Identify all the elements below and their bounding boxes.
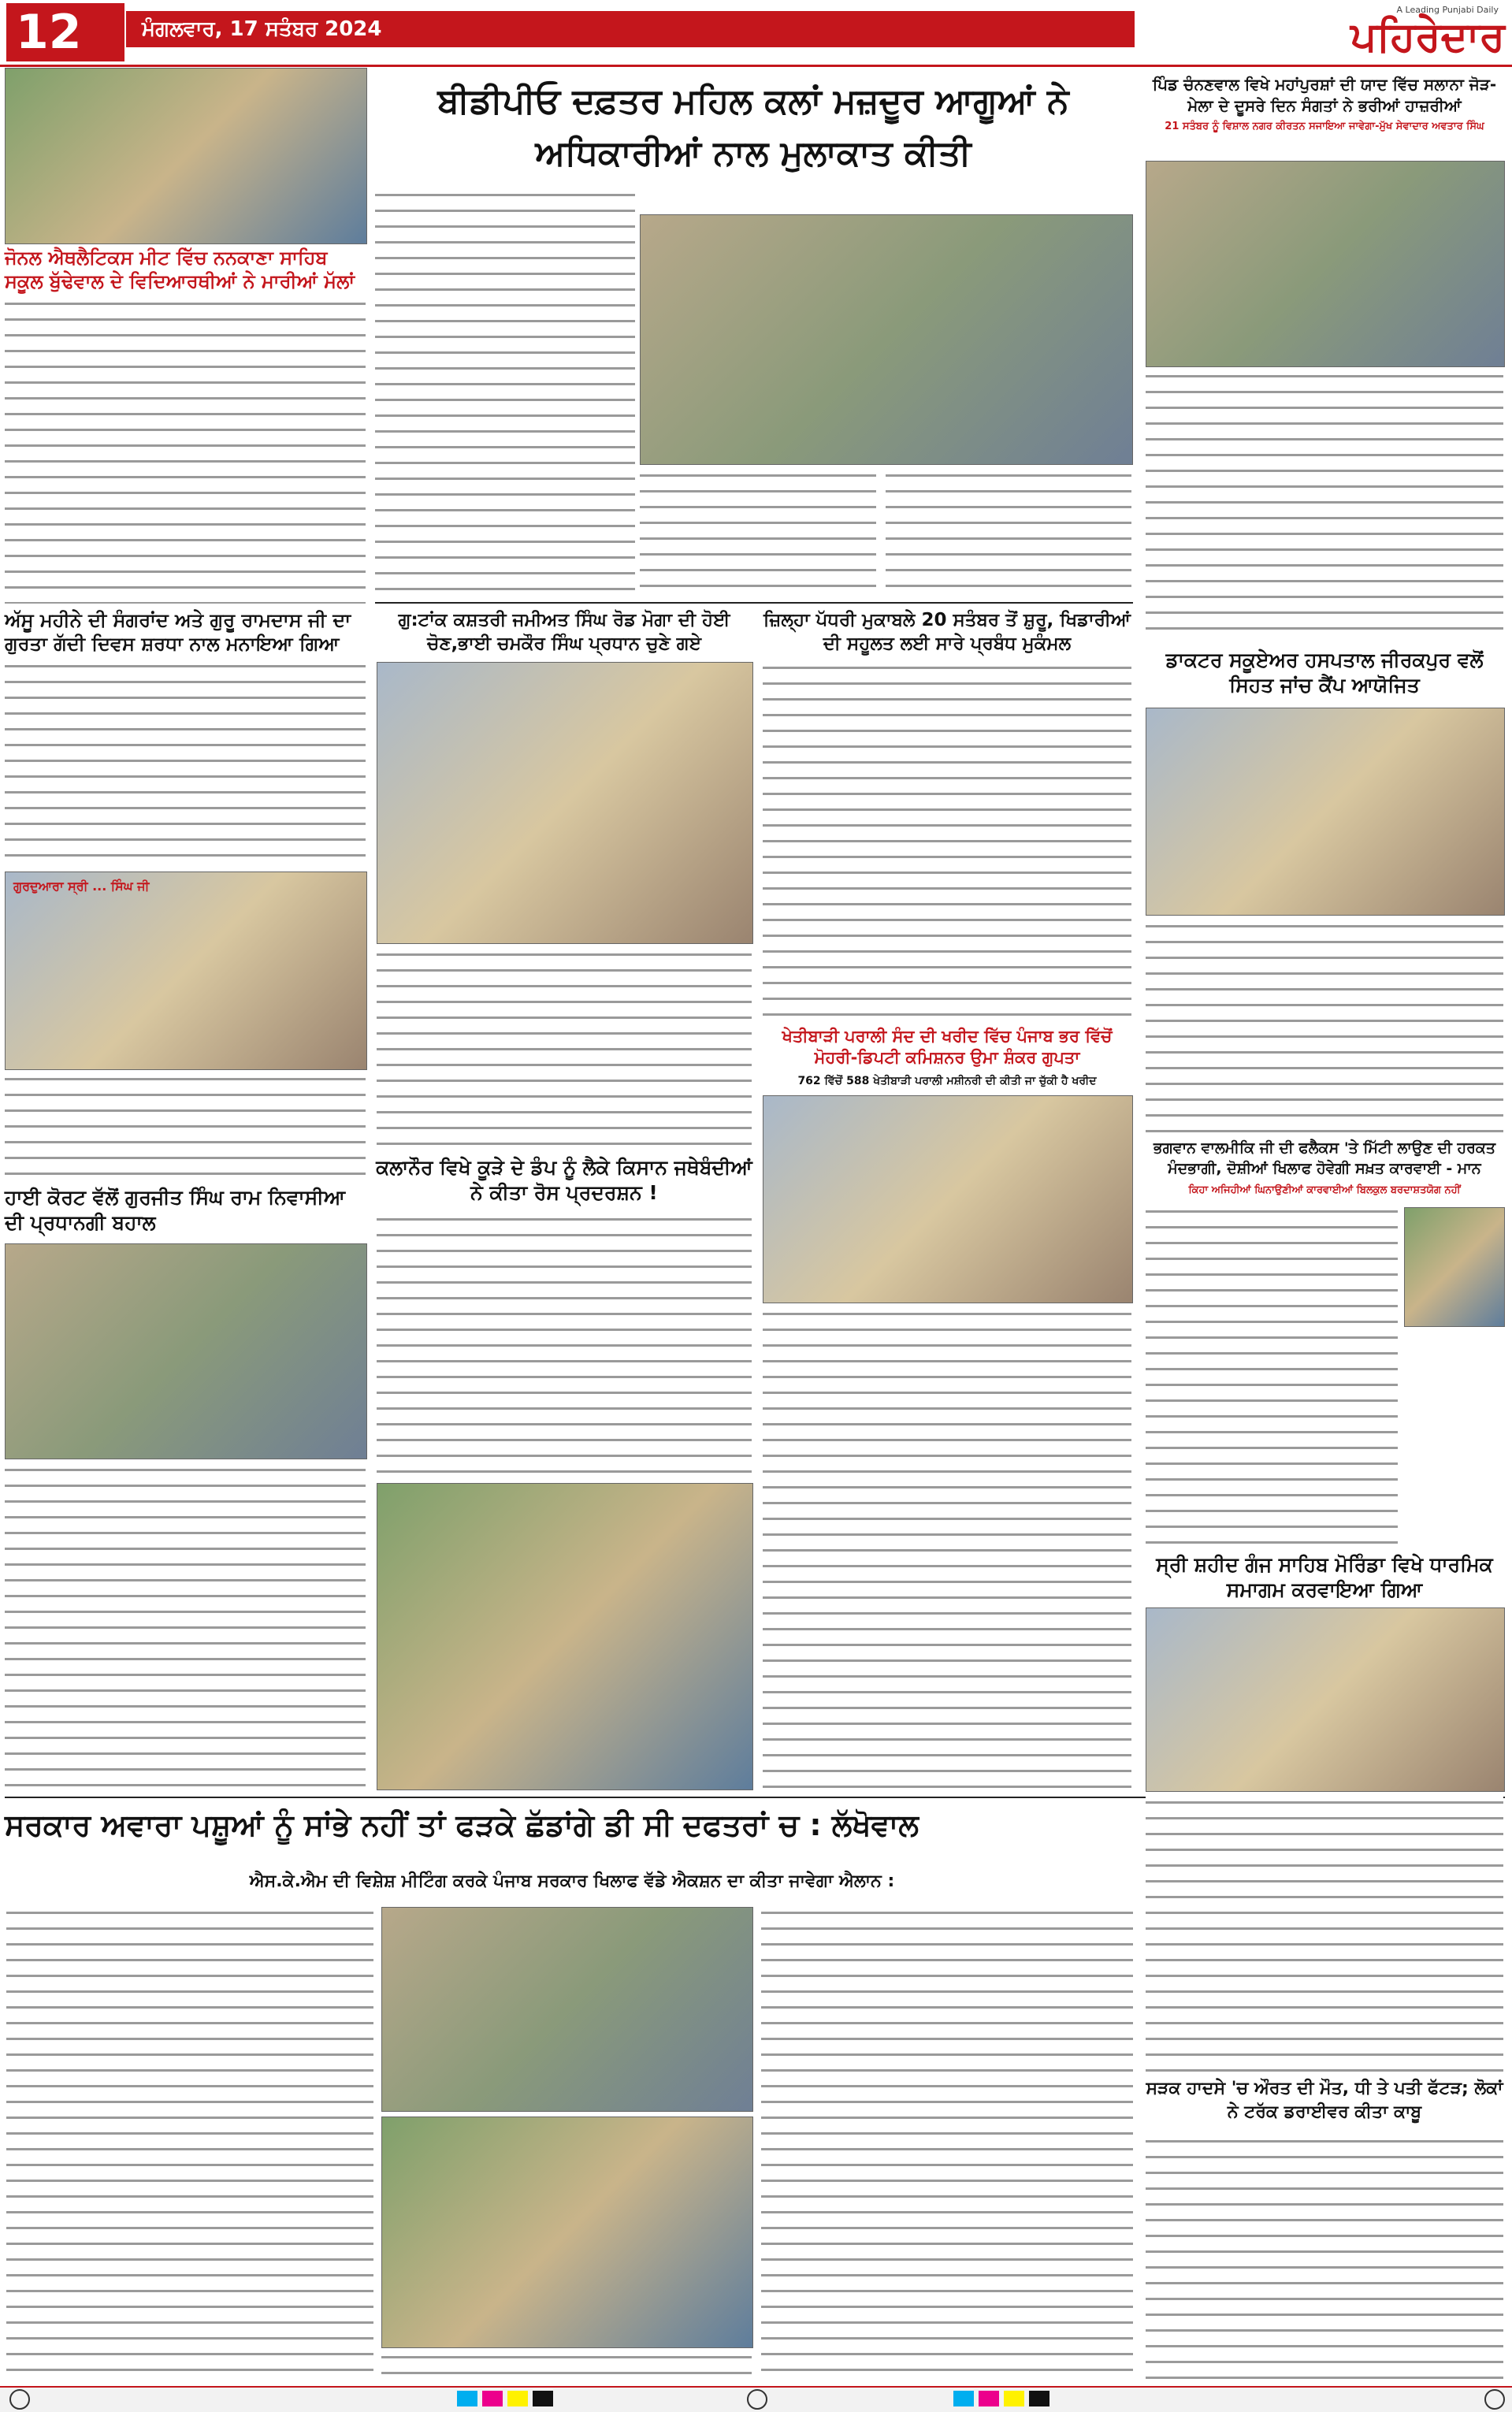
main-headline: ਬੀਡੀਪੀਓ ਦਫ਼ਤਰ ਮਹਿਲ ਕਲਾਂ ਮਜ਼ਦੂਰ ਆਗੂਆਂ ਨੇ ਅਧਿਕਾਰੀਆਂ ਨਾਲ ਮੁਲਾਕਾਤ ਕੀਤੀ bbox=[437, 81, 1069, 173]
high-court-photo bbox=[5, 1243, 367, 1459]
page-number: 12 bbox=[6, 3, 124, 61]
registration-mark-right bbox=[1484, 2389, 1505, 2410]
body-main-col1 bbox=[375, 189, 635, 596]
divider-main bbox=[375, 602, 1133, 604]
valmiki-portrait bbox=[1404, 1207, 1505, 1327]
body-kalanaur bbox=[377, 1213, 752, 1478]
gurdwara-tank-photo bbox=[377, 662, 753, 944]
issue-date: ਮੰਗਲਵਾਰ, 17 ਸਤੰਬਰ 2024 bbox=[126, 11, 1135, 47]
body-district-games bbox=[763, 662, 1131, 1021]
color-swatch-cyan bbox=[457, 2391, 477, 2406]
headline-high-court: ਹਾਈ ਕੋਰਟ ਵੱਲੋਂ ਗੁਰਜੀਤ ਸਿੰਘ ਰਾਮ ਨਿਵਾਸੀਆ ਦੀ ਪ੍ਰਧਾਨਗੀ ਬਹਾਲ bbox=[5, 1186, 346, 1234]
subheadline-jod-mela: 21 ਸਤੰਬਰ ਨੂੰ ਵਿਸ਼ਾਲ ਨਗਰ ਕੀਰਤਨ ਸਜਾਇਆ ਜਾਵੇਗਾ-ਮੁੱਖ ਸੇਵਾਦਾਰ ਅਵਤਾਰ ਸਿੰਘ bbox=[1165, 121, 1484, 132]
headline-road-accident: ਸੜਕ ਹਾਦਸੇ 'ਚ ਔਰਤ ਦੀ ਮੌਤ, ਧੀ ਤੇ ਪਤੀ ਫੱਟੜ; ਲੋਕਾਂ ਨੇ ਟਰੱਕ ਡਰਾਈਵਰ ਕੀਤਾ ਕਾਬੂ bbox=[1146, 2079, 1503, 2122]
stray-cattle-photo-bottom bbox=[381, 2117, 753, 2348]
shaheed-ganj-photo bbox=[1146, 1607, 1505, 1792]
body-main-col2 bbox=[640, 470, 876, 596]
body-guru-ramdas bbox=[5, 660, 366, 867]
body-gurdwara-2 bbox=[5, 1073, 366, 1182]
headline-district-games: ਜ਼ਿਲ੍ਹਾ ਪੱਧਰੀ ਮੁਕਾਬਲੇ 20 ਸਤੰਬਰ ਤੋਂ ਸ਼ੁਰੂ, ਖਿਡਾਰੀਆਂ ਦੀ ਸਹੂਲਤ ਲਈ ਸਾਰੇ ਪ੍ਰਬੰਧ ਮੁਕੰਮਲ bbox=[763, 610, 1131, 654]
body-road-accident bbox=[1146, 2135, 1503, 2380]
color-swatch-black-2 bbox=[1029, 2391, 1049, 2406]
headline-gurdwara-tank: ਗੁ:ਟਾਂਕ ਕਸ਼ਤਰੀ ਜਮੀਅਤ ਸਿੰਘ ਰੋਡ ਮੋਗਾ ਦੀ ਹੋਈ ਚੋਣ,ਭਾਈ ਚਮਕੌਰ ਸਿੰਘ ਪ੍ਰਧਾਨ ਚੁਣੇ ਗਏ bbox=[398, 610, 730, 654]
registration-mark-left bbox=[9, 2389, 30, 2410]
body-high-court bbox=[5, 1464, 366, 1793]
subheadline-stray-cattle: ਐਸ.ਕੇ.ਐਮ ਦੀ ਵਿਸ਼ੇਸ਼ ਮੀਟਿੰਗ ਕਰਕੇ ਪੰਜਾਬ ਸਰਕਾਰ ਖਿਲਾਫ ਵੱਡੇ ਐਕਸ਼ਨ ਦਾ ਕੀਤਾ ਜਾਵੇਗਾ ਐਲਾਨ : bbox=[249, 1871, 895, 1891]
subheadline-parali: 762 ਵਿੱਚੋਂ 588 ਖੇਤੀਬਾੜੀ ਪਰਾਲੀ ਮਸ਼ੀਨਰੀ ਦੀ ਕੀਤੀ ਜਾ ਚੁੱਕੀ ਹੈ ਖਰੀਦ bbox=[797, 1075, 1097, 1087]
athletics-photo bbox=[5, 68, 367, 244]
subheadline-valmiki: ਕਿਹਾ ਅਜਿਹੀਆਂ ਘਿਨਾਉਣੀਆਂ ਕਾਰਵਾਈਆਂ ਬਿਲਕੁਲ ਬਰਦਾਸ਼ਤਯੋਗ ਨਹੀਂ bbox=[1188, 1184, 1461, 1196]
body-stray-cattle-col2 bbox=[381, 2351, 752, 2380]
headline-parali: ਖੇਤੀਬਾੜੀ ਪਰਾਲੀ ਸੰਦ ਦੀ ਖਰੀਦ ਵਿੱਚ ਪੰਜਾਬ ਭਰ ਵਿੱਚੋਂ ਮੋਹਰੀ-ਡਿਪਟੀ ਕਮਿਸ਼ਨਰ ਉਮਾ ਸ਼ੰਕਰ ਗੁਪਤਾ bbox=[782, 1027, 1113, 1067]
headline-doctor-camp: ਡਾਕਟਰ ਸਕੂਏਅਰ ਹਸਪਤਾਲ ਜੀਰਕਪੁਰ ਵਲੋਂ ਸਿਹਤ ਜਾਂਚ ਕੈਂਪ ਆਯੋਜਿਤ bbox=[1165, 649, 1484, 697]
headline-shaheed-ganj: ਸ੍ਰੀ ਸ਼ਹੀਦ ਗੰਜ ਸਾਹਿਬ ਮੋਰਿੰਡਾ ਵਿਖੇ ਧਾਰਮਿਕ ਸਮਾਗਮ ਕਰਵਾਇਆ ਗਿਆ bbox=[1156, 1553, 1493, 1601]
headline-kalanaur-protest: ਕਲਾਨੌਰ ਵਿਖੇ ਕੂੜੇ ਦੇ ਡੰਪ ਨੂੰ ਲੈਕੇ ਕਿਸਾਨ ਜਥੇਬੰਦੀਆਂ ਨੇ ਕੀਤਾ ਰੋਸ ਪ੍ਰਦਰਸ਼ਨ ! bbox=[376, 1156, 752, 1204]
color-swatch-magenta bbox=[482, 2391, 503, 2406]
color-swatch-cyan-2 bbox=[953, 2391, 974, 2406]
body-zonal-athletics bbox=[5, 298, 366, 604]
gurdwara-banner-text: ਗੁਰਦੁਆਰਾ ਸ੍ਰੀ ... ਸਿੰਘ ਜੀ bbox=[13, 879, 150, 894]
color-swatch-black bbox=[533, 2391, 553, 2406]
body-doctor-camp bbox=[1146, 920, 1503, 1133]
stray-cattle-photo-top bbox=[381, 1907, 753, 2112]
body-stray-cattle-col3 bbox=[761, 1907, 1133, 2380]
brand-name: ਪਹਿਰੇਦਾਰ bbox=[1350, 13, 1505, 61]
kalanaur-photo bbox=[377, 1483, 753, 1790]
body-parali bbox=[763, 1308, 1131, 1789]
body-stray-cattle-col1 bbox=[6, 1907, 373, 2380]
color-swatch-magenta-2 bbox=[979, 2391, 999, 2406]
headline-zonal-athletics: ਜੋਨਲ ਐਥਲੈਟਿਕਸ ਮੀਟ ਵਿੱਚ ਨਨਕਾਣਾ ਸਾਹਿਬ ਸਕੂਲ ਬੁੱਢੇਵਾਲ ਦੇ ਵਿਦਿਆਰਥੀਆਂ ਨੇ ਮਾਰੀਆਂ ਮੱਲਾਂ bbox=[5, 247, 355, 292]
body-main-col3 bbox=[886, 470, 1131, 596]
headline-jod-mela: ਪਿੰਡ ਚੰਨਣਵਾਲ ਵਿਖੇ ਮਹਾਂਪੁਰਸ਼ਾਂ ਦੀ ਯਾਦ ਵਿੱਚ ਸਲਾਨਾ ਜੋੜ-ਮੇਲਾ ਦੇ ਦੂਸਰੇ ਦਿਨ ਸੰਗਤਾਂ ਨੇ ਭਰੀਆਂ ਹਾਜ਼ਰੀਆਂ bbox=[1152, 75, 1497, 115]
brand-tagline: A Leading Punjabi Daily bbox=[1396, 5, 1499, 15]
brand-logo bbox=[1142, 3, 1505, 63]
body-gurdwara-tank bbox=[377, 949, 752, 1150]
body-jod-mela bbox=[1146, 370, 1503, 643]
headline-valmiki: ਭਗਵਾਨ ਵਾਲਮੀਕਿ ਜੀ ਦੀ ਫਲੈਕਸ 'ਤੇ ਮਿੱਟੀ ਲਾਉਣ ਦੀ ਹਰਕਤ ਮੰਦਭਾਗੀ, ਦੋਸ਼ੀਆਂ ਖਿਲਾਫ ਹੋਵੇਗੀ ਸਖ਼ਤ ਕਾਰਵਾਈ - ਮਾਨ bbox=[1153, 1139, 1496, 1177]
headline-stray-cattle: ਸਰਕਾਰ ਅਵਾਰਾ ਪਸ਼ੂਆਂ ਨੂੰ ਸਾਂਭੇ ਨਹੀਂ ਤਾਂ ਫੜਕੇ ਛੱਡਾਂਗੇ ਡੀ ਸੀ ਦਫਤਰਾਂ ਚ : ਲੱਖੋਵਾਲ bbox=[5, 1808, 919, 1842]
color-swatch-yellow-2 bbox=[1004, 2391, 1024, 2406]
main-story-photo bbox=[640, 214, 1133, 465]
body-valmiki bbox=[1146, 1206, 1398, 1548]
headline-guru-ramdas: ਅੱਸੂ ਮਹੀਨੇ ਦੀ ਸੰਗਰਾਂਦ ਅਤੇ ਗੁਰੂ ਰਾਮਦਾਸ ਜੀ ਦਾ ਗੁਰਤਾ ਗੱਦੀ ਦਿਵਸ ਸ਼ਰਧਾ ਨਾਲ ਮਨਾਇਆ ਗਿਆ bbox=[5, 609, 351, 655]
jod-mela-photo bbox=[1146, 161, 1505, 367]
body-shaheed-ganj bbox=[1146, 1797, 1503, 2072]
masthead bbox=[0, 0, 1512, 67]
doctor-camp-photo bbox=[1146, 708, 1505, 916]
gurdwara-photo bbox=[5, 872, 367, 1070]
color-swatch-yellow bbox=[507, 2391, 528, 2406]
deputy-commissioner-photo bbox=[763, 1095, 1133, 1303]
registration-mark-center bbox=[747, 2389, 767, 2410]
